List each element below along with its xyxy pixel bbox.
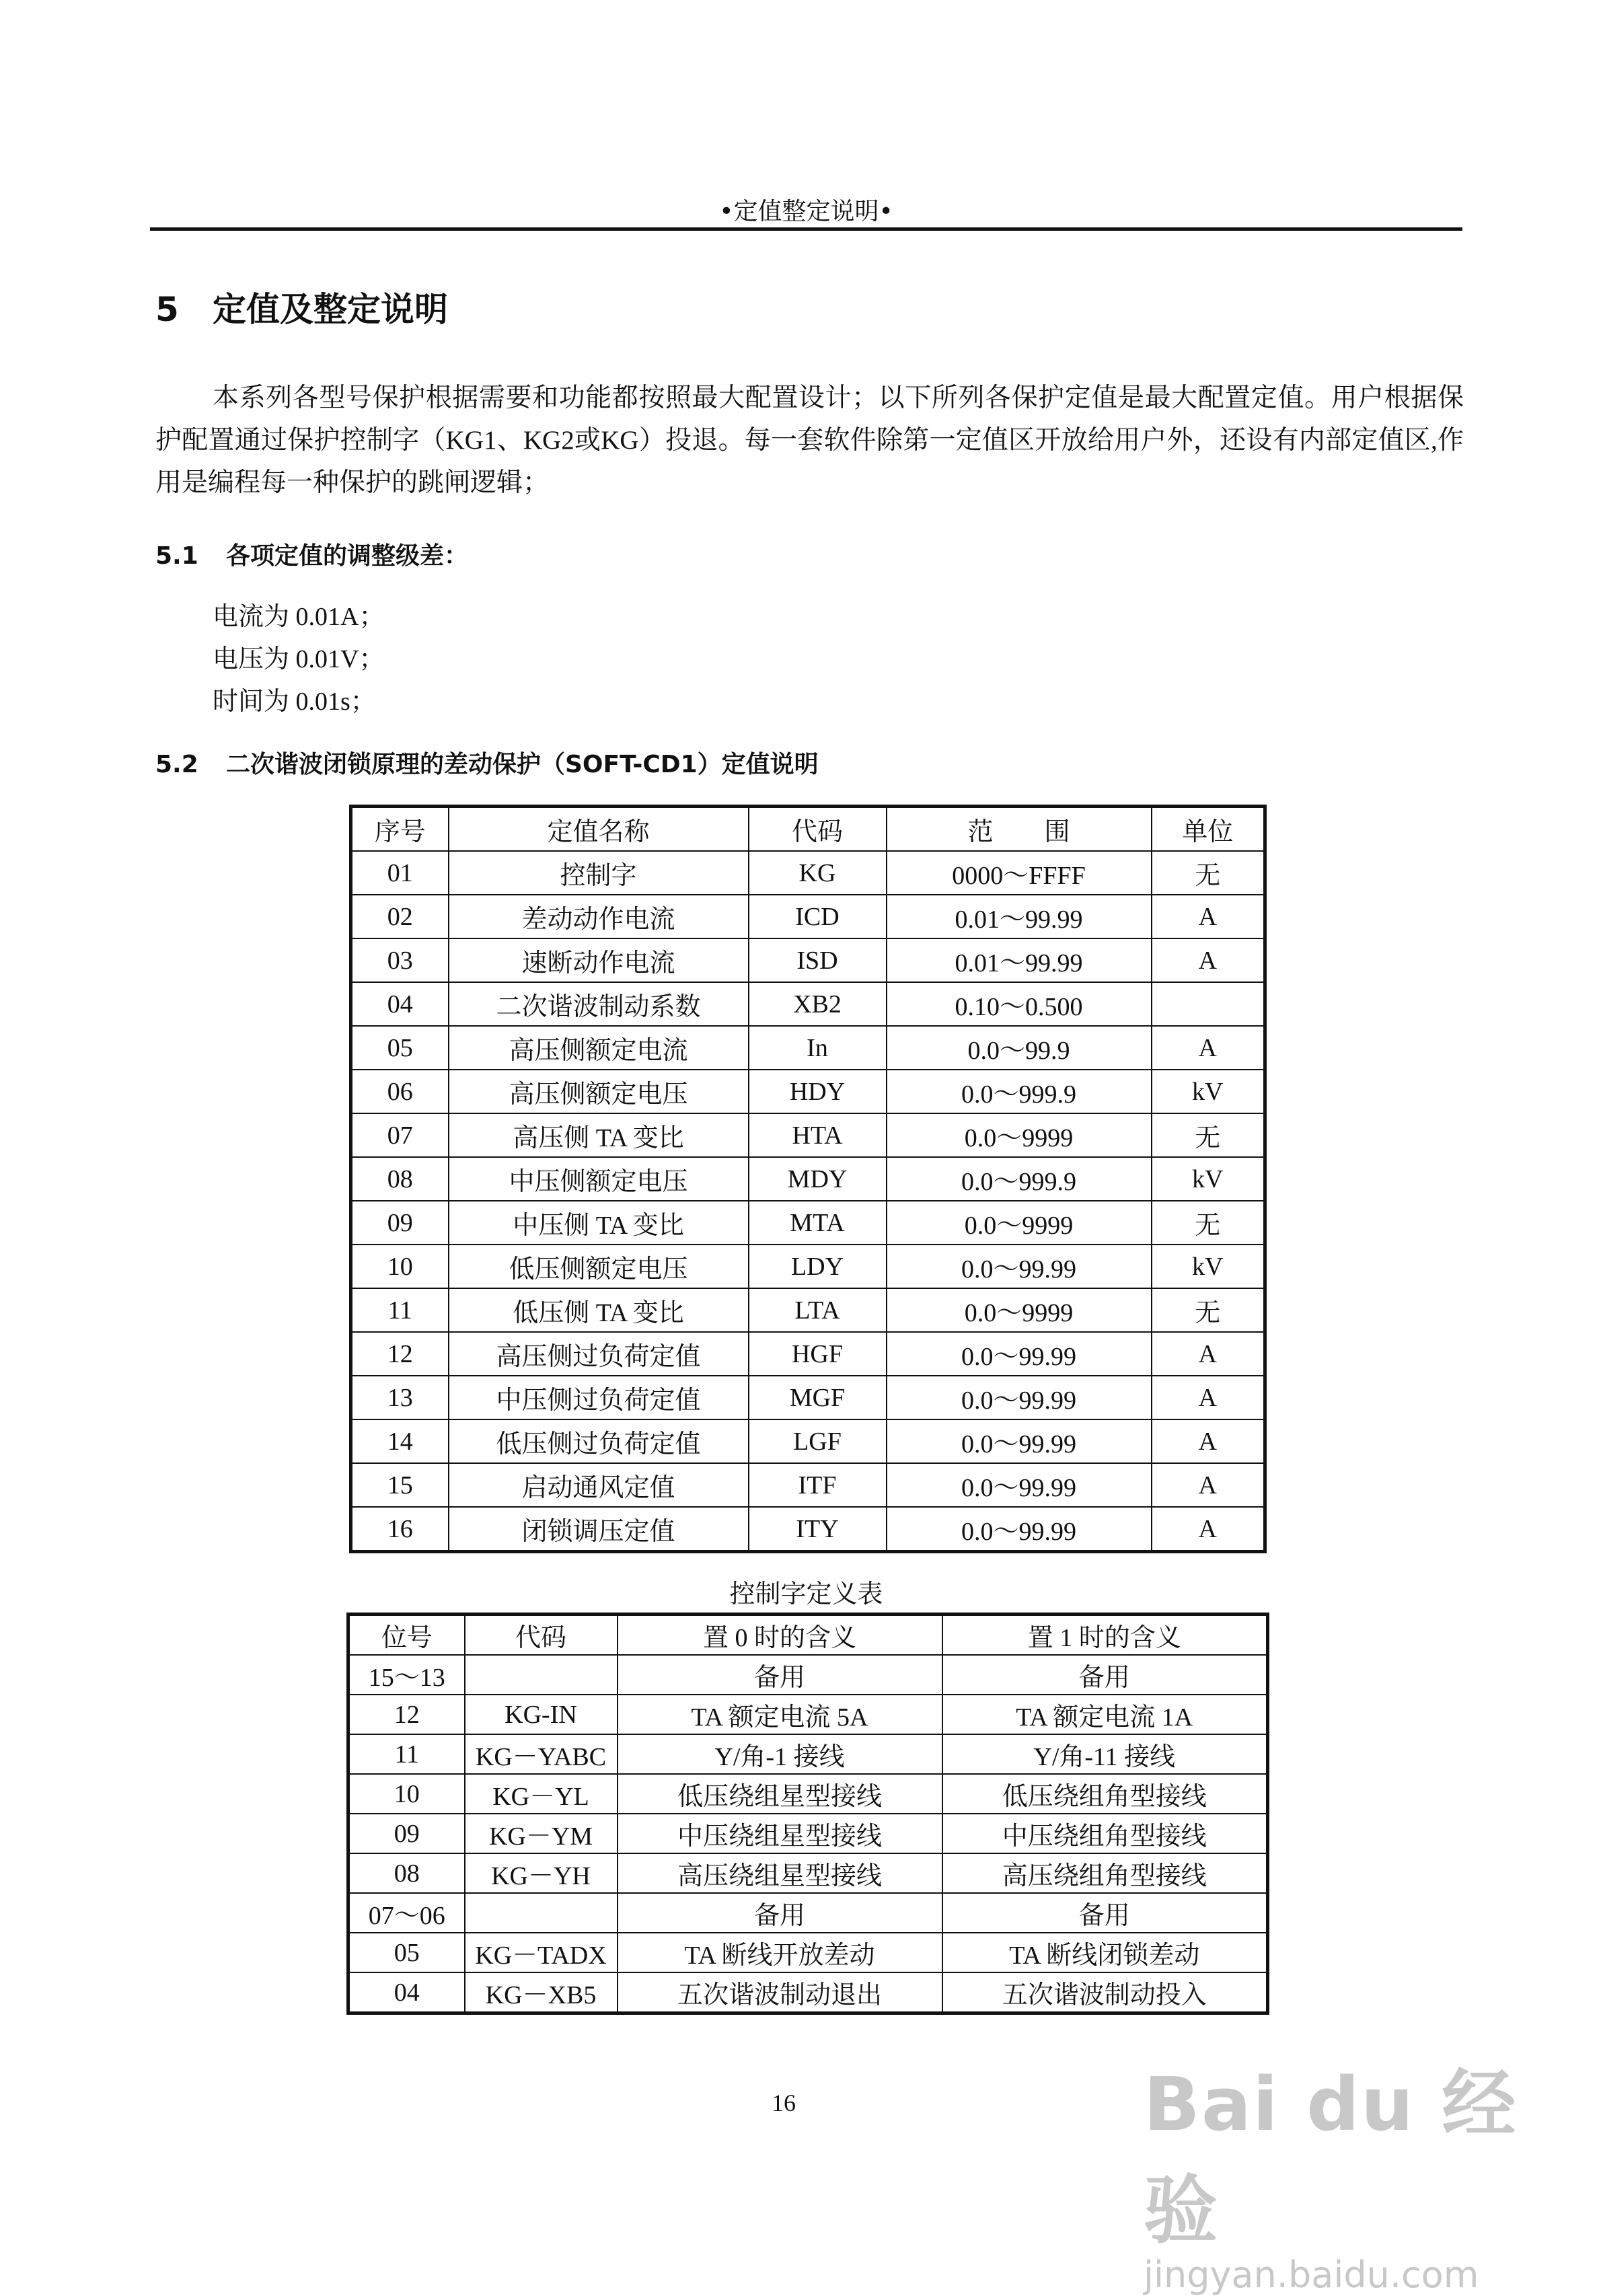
table-cell: 0.0～9999 [887,1288,1152,1332]
control-bit-row [348,1655,1268,1695]
table-cell: 12 [348,1695,465,1734]
table-cell: 高压侧额定电压 [449,1070,749,1113]
table-cell: 备用 [618,1655,942,1695]
column-header: 置 0 时的含义 [618,1615,942,1656]
running-header: •定值整定说明• [719,198,893,225]
settings-row [351,1332,1265,1376]
table-cell: Y/角-1 接线 [618,1734,942,1774]
table-cell: kV [1152,1070,1265,1113]
step-voltage: 电压为 0.01V； [213,645,385,673]
settings-row [351,1245,1265,1288]
settings-row [351,1026,1265,1070]
table-cell: 13 [351,1376,449,1419]
table-cell: 控制字 [449,851,749,895]
subsection-number: 5.1 [155,542,198,570]
watermark-url: jingyan.baidu.com [1144,2254,1479,2296]
table-cell: KG－YABC [465,1734,618,1774]
control-bit-row [348,1893,1268,1933]
settings-row [351,1507,1265,1552]
table-cell: 06 [351,1070,449,1113]
table-cell: Y/角-11 接线 [942,1734,1268,1774]
settings-row [351,1201,1265,1245]
table-cell: 速断动作电流 [449,938,749,982]
table-cell: 0000～FFFF [887,851,1152,895]
table-cell: A [1152,1463,1265,1507]
table-cell: 15 [351,1463,449,1507]
table-cell: ITY [749,1507,887,1552]
table-cell: A [1152,1507,1265,1552]
table-cell: 0.0～9999 [887,1201,1152,1245]
table-cell: kV [1152,1157,1265,1201]
subsection-2-heading [155,745,819,780]
subsection-1-heading [155,537,468,571]
table-cell: LGF [749,1419,887,1463]
table-cell: 01 [351,851,449,895]
table-cell: 中压侧过负荷定值 [449,1376,749,1419]
settings-row [351,895,1265,938]
table-cell: 11 [351,1288,449,1332]
table-cell: 09 [351,1201,449,1245]
table-cell: HTA [749,1113,887,1157]
table-cell: 07～06 [348,1893,465,1933]
table-cell: 备用 [618,1893,942,1933]
control-bit-row [348,1695,1268,1734]
control-bit-row-header-row [348,1615,1268,1656]
section-heading [155,283,448,331]
table-cell: MGF [749,1376,887,1419]
table-cell: 0.0～9999 [887,1113,1152,1157]
table-cell: 五次谐波制动投入 [942,1972,1268,2013]
settings-row [351,1419,1265,1463]
intro-paragraph: 本系列各型号保护根据需要和功能都按照最大配置设计；以下所列各保护定值是最大配置定值。用户根据保护配置通过保护控制字（KG1、KG2或KG）投退。每一套软件除第一定值区开放给用户外，还设有内部定值区,作用是编程每一种保护的跳闸逻辑； [155,383,1464,497]
table-cell: TA 额定电流 1A [942,1695,1268,1734]
column-header: 位号 [348,1615,465,1656]
table-cell: TA 额定电流 5A [618,1695,942,1734]
column-header: 序号 [351,807,449,852]
table-cell: TA 断线闭锁差动 [942,1933,1268,1972]
control-word-table [346,1613,1269,2015]
table-cell: 16 [351,1507,449,1552]
table-cell: 0.0～99.99 [887,1419,1152,1463]
control-bit-row [348,1814,1268,1853]
settings-row [351,1157,1265,1201]
table-cell: KG-IN [465,1695,618,1734]
table-cell: A [1152,1376,1265,1419]
table-cell: 高压侧 TA 变比 [449,1113,749,1157]
table-cell: 12 [351,1332,449,1376]
table-cell: A [1152,1419,1265,1463]
table-cell: MTA [749,1201,887,1245]
table-cell [1152,982,1265,1026]
table-cell: 闭锁调压定值 [449,1507,749,1552]
table-cell: 低压侧过负荷定值 [449,1419,749,1463]
table-cell: 03 [351,938,449,982]
table-cell: 启动通风定值 [449,1463,749,1507]
settings-table [349,805,1267,1553]
step-time: 时间为 0.01s； [213,688,376,716]
table-cell: KG－YL [465,1774,618,1814]
table-cell: 0.0～999.9 [887,1157,1152,1201]
table-cell: HDY [749,1070,887,1113]
table-cell [465,1655,618,1695]
table-cell: LDY [749,1245,887,1288]
table-cell: 05 [351,1026,449,1070]
table-cell [465,1893,618,1933]
control-bit-row [348,1734,1268,1774]
settings-row [351,851,1265,895]
table-cell: 中压侧额定电压 [449,1157,749,1201]
table-cell: KG－TADX [465,1933,618,1972]
table-cell: 04 [348,1972,465,2013]
table-cell: 高压绕组星型接线 [618,1853,942,1893]
table-cell: 0.01～99.99 [887,938,1152,982]
subsection-number: 5.2 [155,751,198,778]
table-cell: 高压绕组角型接线 [942,1853,1268,1893]
table-cell: 0.0～99.99 [887,1376,1152,1419]
table-cell: A [1152,938,1265,982]
table-cell: 14 [351,1419,449,1463]
table-cell: kV [1152,1245,1265,1288]
table-cell: KG－XB5 [465,1972,618,2013]
table-cell: 0.0～99.99 [887,1463,1152,1507]
table-cell: KG－YH [465,1853,618,1893]
section-title: 定值及整定说明 [213,290,448,329]
table-cell: 0.01～99.99 [887,895,1152,938]
table-cell: 中压侧 TA 变比 [449,1201,749,1245]
table-cell: 高压侧额定电流 [449,1026,749,1070]
control-bit-row [348,1972,1268,2013]
table-cell: XB2 [749,982,887,1026]
table-cell: 08 [351,1157,449,1201]
table-cell: HGF [749,1332,887,1376]
step-current: 电流为 0.01A； [213,603,385,631]
table-cell: 0.0～999.9 [887,1070,1152,1113]
table-cell: ISD [749,938,887,982]
table-cell: 低压绕组角型接线 [942,1774,1268,1814]
page-number: 16 [772,2089,796,2116]
control-bit-row [348,1853,1268,1893]
table-cell: 08 [348,1853,465,1893]
table-cell: A [1152,1026,1265,1070]
table-cell: 低压绕组星型接线 [618,1774,942,1814]
table-cell: 11 [348,1734,465,1774]
table-cell: A [1152,1332,1265,1376]
settings-row [351,1070,1265,1113]
table-cell: LTA [749,1288,887,1332]
watermark-brand: Bai du 经验 [1144,2061,1518,2254]
column-header: 置 1 时的含义 [942,1615,1268,1656]
table-cell: 中压绕组星型接线 [618,1814,942,1853]
settings-row [351,938,1265,982]
table-cell: 0.0～99.99 [887,1507,1152,1552]
baidu-jingyan-watermark [1144,2045,1520,2296]
section-number: 5 [155,290,179,329]
settings-row [351,1376,1265,1419]
table-cell: 0.0～99.9 [887,1026,1152,1070]
table-cell: 五次谐波制动退出 [618,1972,942,2013]
table-cell: 差动动作电流 [449,895,749,938]
header-divider [150,227,1462,231]
control-bit-row [348,1933,1268,1972]
column-header: 单位 [1152,807,1265,852]
table-cell: 07 [351,1113,449,1157]
table-cell: 无 [1152,1201,1265,1245]
table-cell: 低压侧额定电压 [449,1245,749,1288]
settings-row [351,982,1265,1026]
table-cell: MDY [749,1157,887,1201]
table-cell: 0.10～0.500 [887,982,1152,1026]
control-bit-row [348,1774,1268,1814]
settings-row [351,1113,1265,1157]
table-cell: 0.0～99.99 [887,1332,1152,1376]
settings-row [351,1288,1265,1332]
settings-row [351,1463,1265,1507]
table-cell: ITF [749,1463,887,1507]
table-cell: 15～13 [348,1655,465,1695]
table-cell: 09 [348,1814,465,1853]
table-cell: 无 [1152,1113,1265,1157]
table-cell: 低压侧 TA 变比 [449,1288,749,1332]
table-cell: ICD [749,895,887,938]
table-cell: 02 [351,895,449,938]
table-cell: 备用 [942,1893,1268,1933]
subsection-title: 二次谐波闭锁原理的差动保护（SOFT-CD1）定值说明 [226,751,819,778]
table-cell: 05 [348,1933,465,1972]
subsection-title: 各项定值的调整级差： [226,542,469,570]
column-header: 代码 [749,807,887,852]
table-cell: 04 [351,982,449,1026]
column-header: 范 围 [887,807,1152,852]
table-cell: 无 [1152,1288,1265,1332]
table-cell: 10 [348,1774,465,1814]
table-cell: 10 [351,1245,449,1288]
table-cell: 无 [1152,851,1265,895]
table-cell: 二次谐波制动系数 [449,982,749,1026]
column-header: 代码 [465,1615,618,1656]
control-table-caption: 控制字定义表 [729,1580,883,1608]
table-cell: TA 断线开放差动 [618,1933,942,1972]
settings-row-header-row [351,807,1265,852]
table-cell: KG－YM [465,1814,618,1853]
table-cell: 中压绕组角型接线 [942,1814,1268,1853]
table-cell: 备用 [942,1655,1268,1695]
table-cell: KG [749,851,887,895]
table-cell: 高压侧过负荷定值 [449,1332,749,1376]
table-cell: A [1152,895,1265,938]
column-header: 定值名称 [449,807,749,852]
table-cell: In [749,1026,887,1070]
table-cell: 0.0～99.99 [887,1245,1152,1288]
